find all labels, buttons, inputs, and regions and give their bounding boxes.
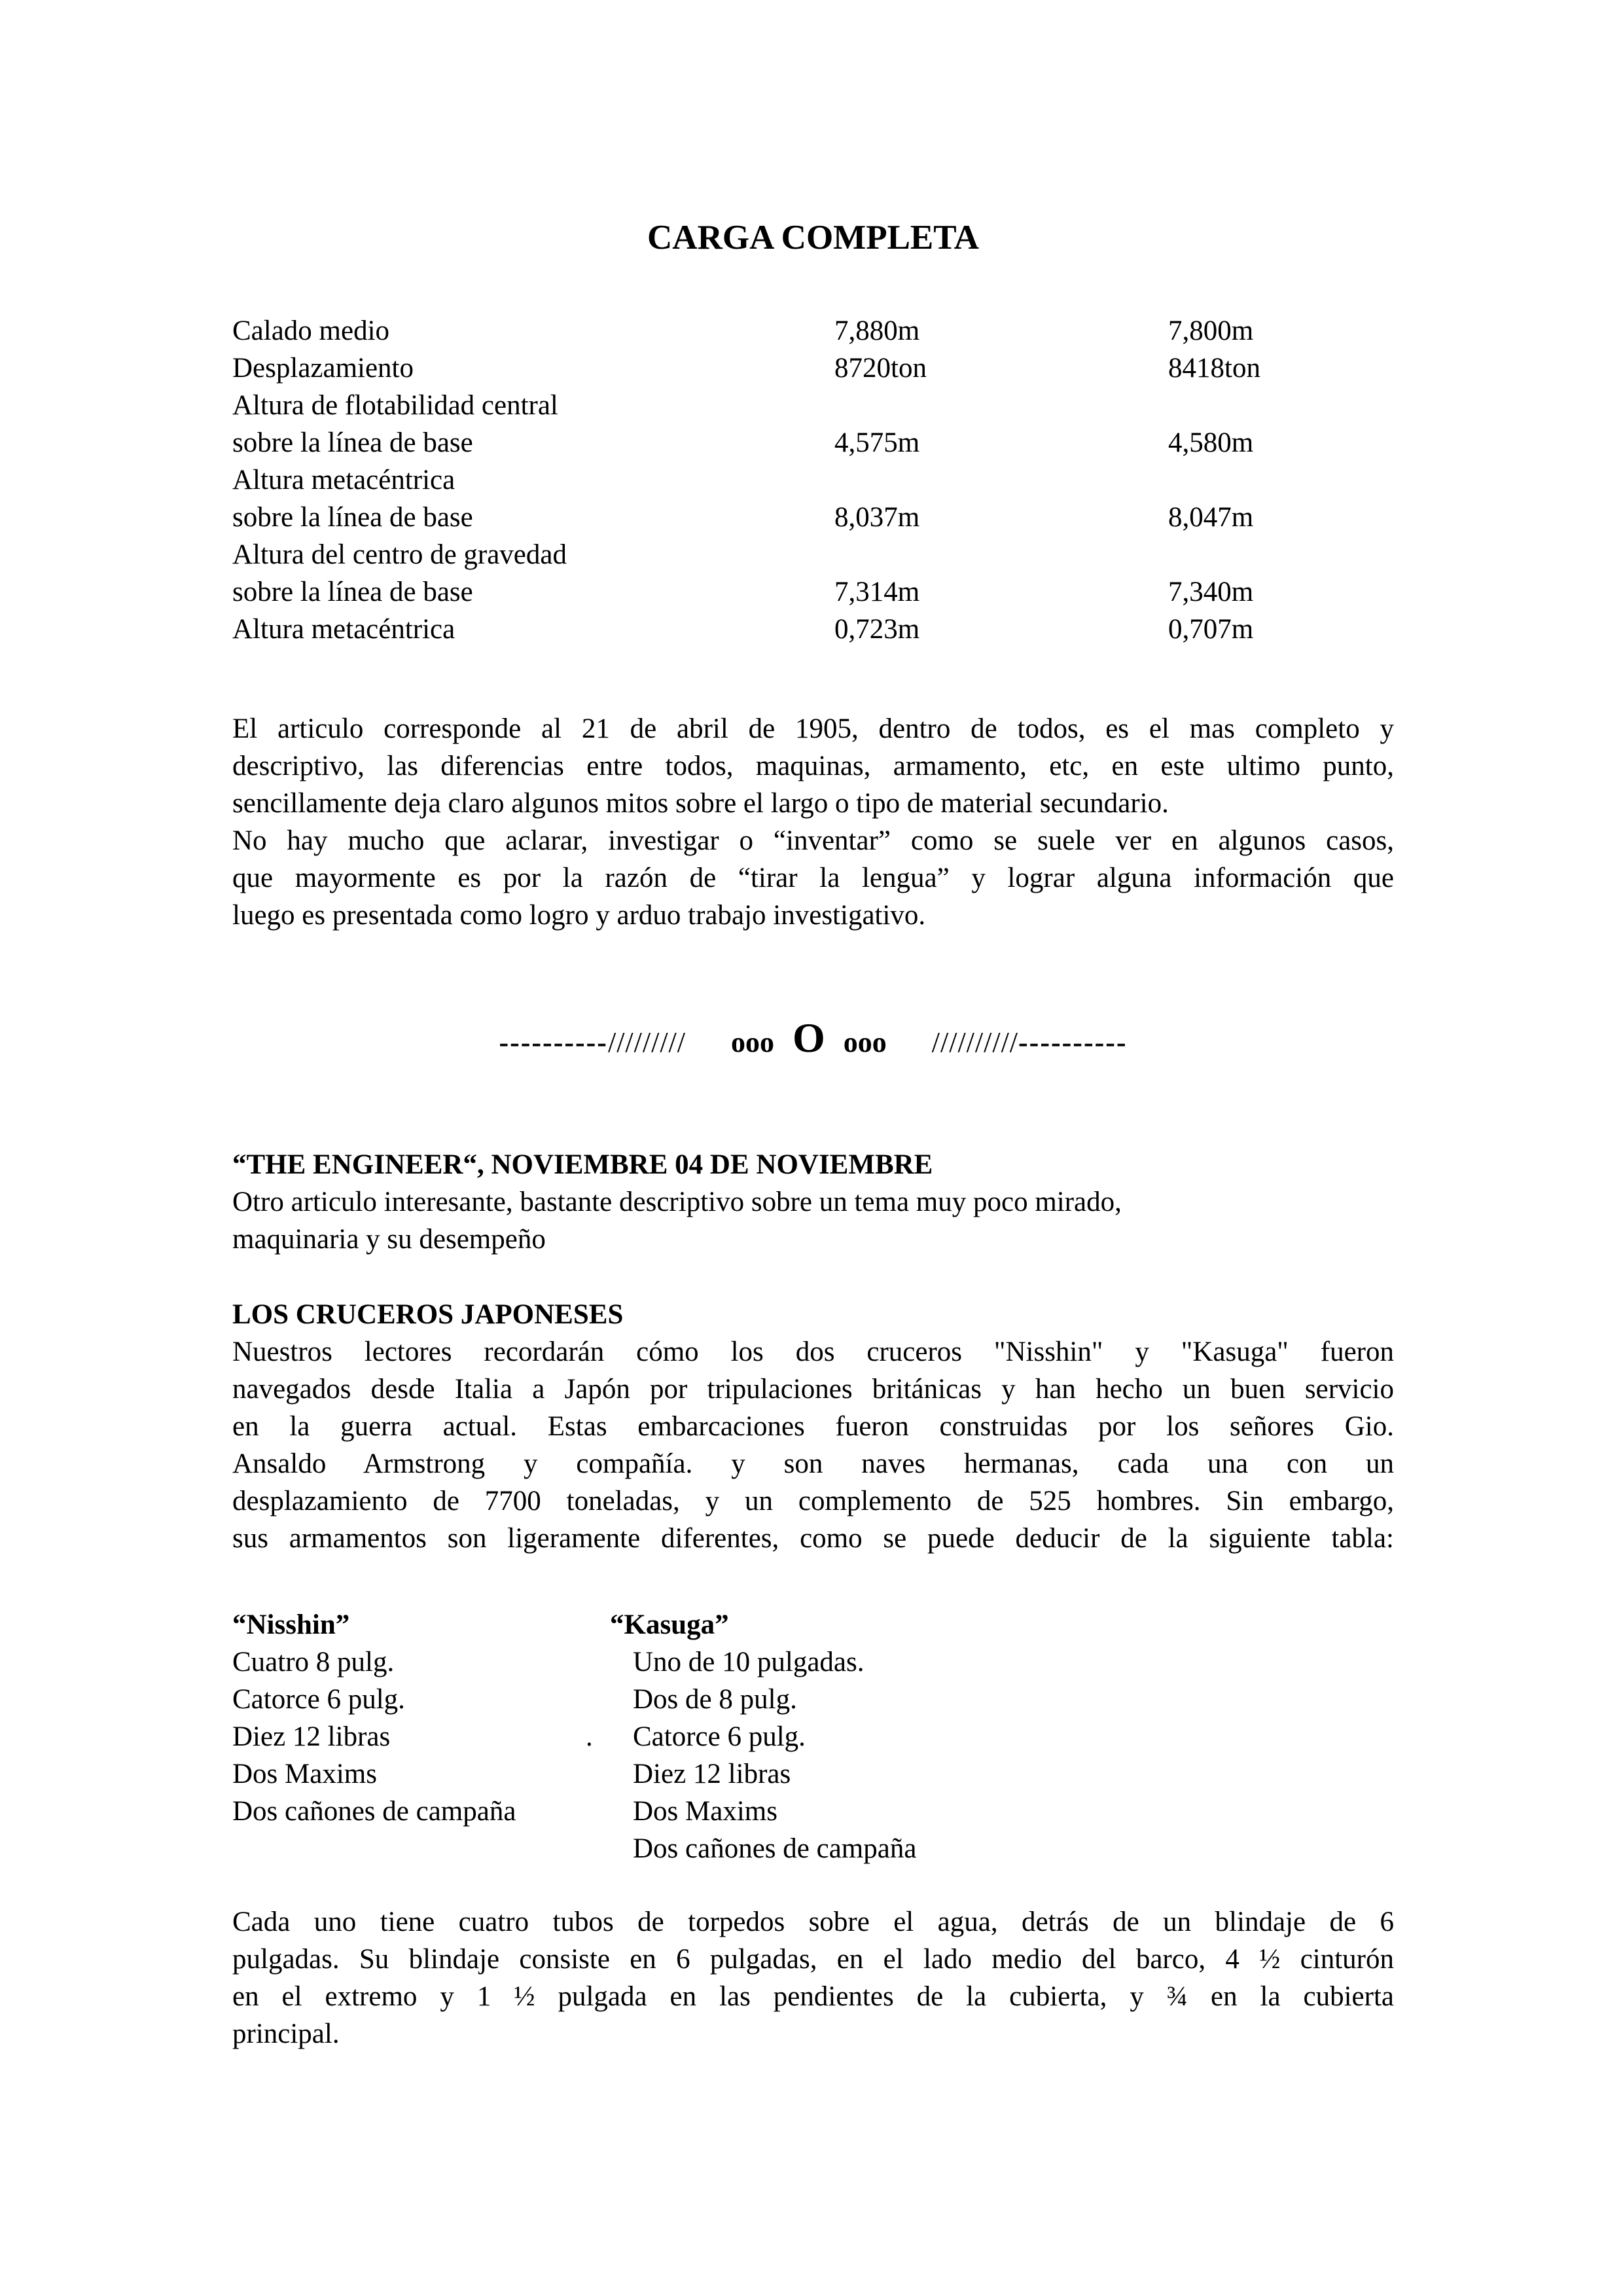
paragraph-line: descriptivo, las diferencias entre todos, maquinas, armamento, etc, en este ultimo punto, (232, 751, 1394, 781)
armament-comparison-list (232, 1606, 1394, 1867)
spec-table-row (232, 312, 1394, 350)
paragraph-line: No hay mucho que aclarar, investigar o “inventar” como se suele ver en algunos casos, (232, 825, 1394, 856)
divider-slashes-left: ///////// (607, 1026, 686, 1058)
column-gap-cell: . (586, 1721, 593, 1752)
armament-row (232, 1681, 1394, 1718)
page-title: CARGA COMPLETA (647, 219, 979, 257)
paragraph-line: Cada uno tiene cuatro tubos de torpedos sobre el agua, detrás de un blindaje de 6 (232, 1907, 1394, 1937)
kasuga-column-cell: Diez 12 libras (633, 1759, 791, 1789)
paragraph-line: luego es presentada como logro y arduo trabajo investigativo. (232, 900, 926, 931)
spec-row-label: sobre la línea de base (232, 502, 473, 533)
cruceros-paragraph (232, 1333, 1394, 1557)
spec-row-label: Calado medio (232, 315, 390, 346)
paragraph-line: pulgadas. Su blindaje consiste en 6 pulgadas, en el lado medio del barco, 4 ½ cinturón (232, 1944, 1394, 1975)
spec-row-value-1 (834, 461, 1168, 499)
spec-row-label: Altura del centro de gravedad (232, 539, 567, 570)
paragraph-line: que mayormente es por la razón de “tirar la lengua” y lograr alguna información que (232, 863, 1394, 893)
section-divider-ornament (232, 1014, 1394, 1061)
spec-table (232, 312, 1394, 648)
spec-table-row (232, 461, 1394, 499)
spec-table-row (232, 499, 1394, 536)
spec-row-value-2: 8,047m (1168, 502, 1254, 533)
spec-row-label: Altura de flotabilidad central (232, 390, 558, 421)
column-gap-cell (586, 1643, 610, 1681)
engineer-heading: “THE ENGINEER“, NOVIEMBRE 04 DE NOVIEMBRE (232, 1149, 933, 1180)
spec-row-value-1: 7,314m (834, 577, 920, 607)
divider-dashes-left: ---------- (499, 1026, 608, 1058)
spec-row-value-2: 7,340m (1168, 577, 1254, 607)
kasuga-column-cell: Dos de 8 pulg. (633, 1684, 797, 1715)
paragraph-line: principal. (232, 2018, 340, 2049)
column-gap-cell (586, 1793, 610, 1830)
spec-row-value-1: 8,037m (834, 502, 920, 533)
spec-row-value-1: 7,880m (834, 315, 920, 346)
spec-row-value-1: 0,723m (834, 614, 920, 645)
spec-table-row (232, 573, 1394, 611)
spec-table-row (232, 350, 1394, 387)
column-gap-cell (586, 1755, 610, 1793)
subtext-line: maquinaria y su desempeño (232, 1224, 546, 1255)
kasuga-column-cell: Dos Maxims (633, 1796, 777, 1827)
armament-row (232, 1755, 1394, 1793)
spec-row-value-1 (834, 387, 1168, 424)
spec-row-value-2: 8418ton (1168, 353, 1260, 384)
armament-row (232, 1718, 1394, 1755)
paragraph-line: en el extremo y 1 ½ pulgada en las pendientes de la cubierta, y ¾ en la cubierta (232, 1981, 1394, 2012)
spec-row-label: Altura metacéntrica (232, 465, 455, 495)
spec-row-value-2 (1168, 387, 1394, 424)
divider-big-o: O (793, 1014, 825, 1061)
divider-ooo-left: ooo (731, 1026, 774, 1058)
divider-dashes-right: ---------- (1018, 1026, 1128, 1058)
kasuga-column-cell: Dos cañones de campaña (633, 1833, 917, 1864)
kasuga-column-cell: Catorce 6 pulg. (633, 1721, 806, 1752)
armament-row (232, 1643, 1394, 1681)
paragraph-line: sus armamentos son ligeramente diferentes, como se puede deducir de la siguiente tabla: (232, 1523, 1394, 1554)
spec-row-value-1: 4,575m (834, 427, 920, 458)
paragraph-line: en la guerra actual. Estas embarcaciones fueron construidas por los señores Gio. (232, 1411, 1394, 1442)
commentary-paragraph-2 (232, 822, 1394, 934)
nisshin-column-cell (232, 1830, 586, 1867)
spec-row-value-2 (1168, 461, 1394, 499)
final-paragraph (232, 1903, 1394, 2053)
spec-row-label: Desplazamiento (232, 353, 414, 384)
paragraph-line: desplazamiento de 7700 toneladas, y un complemento de 525 hombres. Sin embargo, (232, 1486, 1394, 1516)
nisshin-column-cell: “Nisshin” (232, 1609, 350, 1640)
nisshin-column-cell: Dos Maxims (232, 1759, 377, 1789)
spec-row-label: Altura metacéntrica (232, 614, 455, 645)
armament-row (232, 1606, 1394, 1643)
kasuga-column-cell: “Kasuga” (610, 1609, 729, 1640)
nisshin-column-cell: Cuatro 8 pulg. (232, 1647, 395, 1677)
spec-row-label: sobre la línea de base (232, 427, 473, 458)
armament-row (232, 1830, 1394, 1867)
column-gap-cell (586, 1681, 610, 1718)
paragraph-line: sencillamente deja claro algunos mitos sobre el largo o tipo de material secundario. (232, 788, 1169, 819)
spec-table-row (232, 387, 1394, 424)
engineer-section (232, 1146, 1394, 1258)
cruceros-heading: LOS CRUCEROS JAPONESES (232, 1299, 624, 1330)
nisshin-column-cell: Diez 12 libras (232, 1721, 391, 1752)
paragraph-line: navegados desde Italia a Japón por tripulaciones británicas y han hecho un buen servicio (232, 1374, 1394, 1405)
spec-row-value-2: 0,707m (1168, 614, 1254, 645)
kasuga-column-cell: Uno de 10 pulgadas. (633, 1647, 865, 1677)
paragraph-line: El articulo corresponde al 21 de abril de 1905, dentro de todos, es el mas completo y (232, 713, 1394, 744)
engineer-subtext (232, 1183, 1394, 1258)
paragraph-line: Nuestros lectores recordarán cómo los dos cruceros "Nisshin" y "Kasuga" fueron (232, 1336, 1394, 1367)
spec-row-value-1 (834, 536, 1168, 573)
spec-table-row (232, 536, 1394, 573)
spec-table-row (232, 611, 1394, 648)
divider-ooo-right: ooo (843, 1026, 887, 1058)
subtext-line: Otro articulo interesante, bastante descriptivo sobre un tema muy poco mirado, (232, 1187, 1122, 1217)
column-gap-cell (586, 1606, 610, 1643)
armament-row (232, 1793, 1394, 1830)
spec-row-value-2: 7,800m (1168, 315, 1254, 346)
spec-table-row (232, 424, 1394, 461)
nisshin-column-cell: Catorce 6 pulg. (232, 1684, 405, 1715)
nisshin-column-cell: Dos cañones de campaña (232, 1796, 516, 1827)
spec-row-value-1: 8720ton (834, 353, 927, 384)
commentary-paragraph-1 (232, 710, 1394, 822)
divider-slashes-right: ////////// (931, 1026, 1019, 1058)
spec-row-label: sobre la línea de base (232, 577, 473, 607)
column-gap-cell (586, 1830, 610, 1867)
spec-row-value-2: 4,580m (1168, 427, 1254, 458)
spec-row-value-2 (1168, 536, 1394, 573)
paragraph-line: Ansaldo Armstrong y compañía. y son naves hermanas, cada una con un (232, 1448, 1394, 1479)
